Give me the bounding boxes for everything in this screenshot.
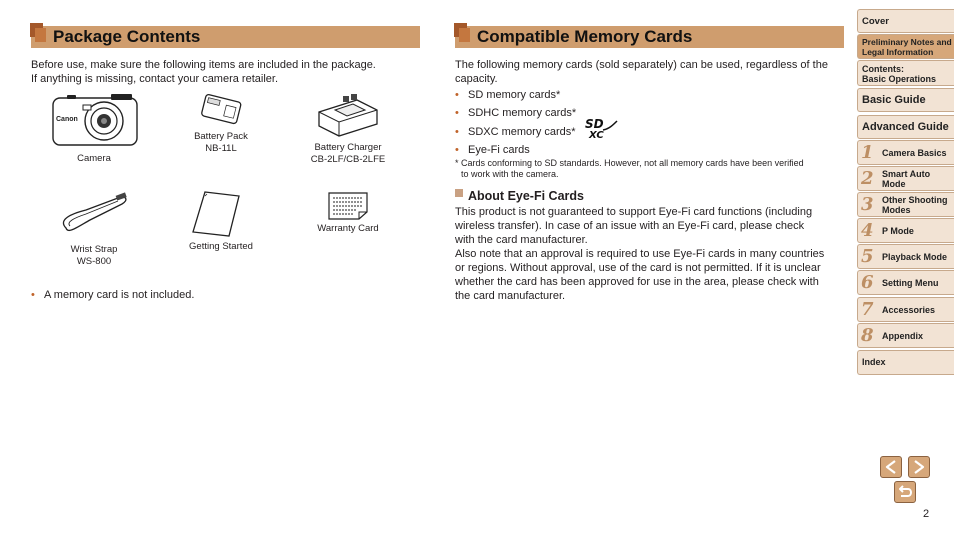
chapter-number: 4 [861,220,874,241]
sidebar-item-label: Camera Basics [882,148,947,158]
sidebar-item-label [882,195,948,215]
cards-intro-line2: capacity. [455,73,498,85]
header-square-light [35,28,46,42]
svg-text:SD: SD [585,117,604,131]
sidebar-item-label-line1: Smart Auto [882,169,931,179]
bullet-dot: • [455,89,459,101]
sdxc-logo-icon [583,117,621,139]
page-number: 2 [923,508,930,520]
card-item-eyefi-text: Eye-Fi cards [468,144,530,156]
sidebar-item-smart-auto[interactable] [857,166,954,191]
next-page-button[interactable] [908,456,930,478]
prev-page-button[interactable] [880,456,902,478]
battery-charger-icon [315,94,381,138]
card-item-sdhc-text: SDHC memory cards* [468,107,577,119]
chapter-number: 6 [861,272,874,293]
arrow-right-icon [909,457,929,477]
sidebar-item-label [862,64,936,84]
sidebar-item-label-line1: Contents: [862,64,904,74]
header-square-light [459,28,470,42]
return-icon [895,482,915,502]
bullet-dot: • [31,289,35,301]
sidebar-item-setting-menu[interactable] [857,270,954,295]
warranty-card-icon [328,192,368,220]
chapter-number: 1 [861,142,874,163]
warranty-card-caption: Warranty Card [317,223,379,234]
battery-pack-icon [197,92,245,128]
eyefi-body-line: whether the card has been approved for use in the area, please check with [455,276,819,288]
bullet-dot: • [455,144,459,156]
cards-footnote-line1: * Cards conforming to SD standards. However, not all memory cards have been verified [455,158,804,168]
battery-charger-label: Battery Charger [314,142,382,153]
battery-pack-model: NB-11L [205,143,237,154]
getting-started-caption: Getting Started [189,241,253,252]
compatible-cards-title: Compatible Memory Cards [477,27,693,46]
sidebar-item-advanced-guide[interactable] [857,115,954,139]
camera-icon [51,92,139,148]
eyefi-subheading [455,188,755,204]
sidebar-item-basic-guide[interactable] [857,88,954,112]
sidebar-item-label-line1: Preliminary Notes and [862,37,952,47]
sidebar-item-appendix[interactable] [857,323,954,348]
sidebar-item-playback-mode[interactable] [857,244,954,269]
sidebar-item-index[interactable] [857,350,954,375]
memory-card-note [31,288,411,302]
sidebar-item-label-line1: Other Shooting [882,195,948,205]
compatible-cards-header [455,26,844,48]
eyefi-body-line: with the card manufacturer. [455,234,588,246]
package-intro [31,58,421,86]
package-contents-title: Package Contents [53,27,201,46]
sidebar-item-label-line2: Modes [882,205,911,215]
booklet-icon [189,190,245,238]
sidebar-item-camera-basics[interactable] [857,140,954,165]
return-button[interactable] [894,481,916,503]
sidebar-item-label [882,169,930,189]
card-item-sd-text: SD memory cards* [468,89,561,101]
package-intro-line2: If anything is missing, contact your camera retailer. [31,73,278,85]
subheading-square [455,189,463,197]
eyefi-body-line: the card manufacturer. [455,290,566,302]
camera-caption: Camera [77,153,111,164]
bullet-dot: • [455,126,459,138]
eyefi-body-line: This product is not guaranteed to support Eye-Fi card functions (including [455,206,813,218]
eyefi-body-line: or regions. Without approval, use of the card is not permitted. If it is unclear [455,262,821,274]
cards-footnote-line2: to work with the camera. [461,169,559,179]
svg-text:XC: XC [589,130,604,139]
wrist-strap-icon [56,190,132,236]
wrist-strap-model: WS-800 [76,256,112,267]
chapter-number: 2 [861,168,874,189]
sidebar-item-accessories[interactable] [857,297,954,322]
card-item-sd [455,88,755,102]
eyefi-subheading-text: About Eye-Fi Cards [468,189,584,203]
package-intro-line1: Before use, make sure the following items are included in the package. [31,59,376,71]
battery-charger-model: CB-2LF/CB-2LFE [310,154,386,165]
sidebar-item-label-line2: Basic Operations [862,74,937,84]
eyefi-body-line: wireless transfer). In case of an issue with an Eye-Fi card, please check [455,220,805,232]
bullet-dot: • [455,107,459,119]
sidebar-item-label: P Mode [882,226,914,236]
sidebar-item-label-line2: Legal Information [862,47,934,57]
sidebar-item-label: Basic Guide [862,94,926,106]
cards-footnote [455,158,850,180]
chapter-number: 8 [861,325,874,346]
camera-brand-text: Canon [56,116,78,123]
sidebar-item-label: Index [862,357,886,367]
eyefi-body-line: Also note that an approval is required to use Eye-Fi cards in many countries [455,248,825,260]
chapter-number: 7 [861,299,874,320]
sidebar-item-label: Setting Menu [882,278,939,288]
cards-intro-line1: The following memory cards (sold separately) can be used, regardless of the [455,59,828,71]
sidebar-item-label: Appendix [882,331,924,341]
sidebar-item-contents[interactable] [857,60,954,86]
battery-pack-caption [182,131,260,155]
sidebar-item-label [862,37,952,57]
chapter-number: 3 [861,194,874,215]
sidebar-item-label: Advanced Guide [862,121,949,133]
battery-pack-label: Battery Pack [194,131,248,142]
sidebar-item-p-mode[interactable] [857,218,954,243]
wrist-strap-label: Wrist Strap [70,244,118,255]
eyefi-body [455,205,850,303]
wrist-strap-caption [54,244,134,268]
package-contents-header [31,26,420,48]
card-item-sdxc-text: SDXC memory cards* [468,126,576,138]
arrow-left-icon [881,457,901,477]
sidebar-item-label: Cover [862,16,889,27]
card-item-eyefi [455,143,755,157]
memory-card-note-text: A memory card is not included. [44,289,195,301]
chapter-number: 5 [861,246,874,267]
sidebar-item-preliminary-notes[interactable] [857,34,954,59]
sidebar-item-label: Accessories [882,305,936,315]
sidebar-item-cover[interactable] [857,9,954,33]
sidebar-item-label: Playback Mode [882,252,948,262]
cards-intro [455,58,845,86]
sidebar-item-other-shooting[interactable] [857,192,954,217]
sidebar-item-label-line2: Mode [882,179,906,189]
battery-charger-caption [300,142,396,166]
